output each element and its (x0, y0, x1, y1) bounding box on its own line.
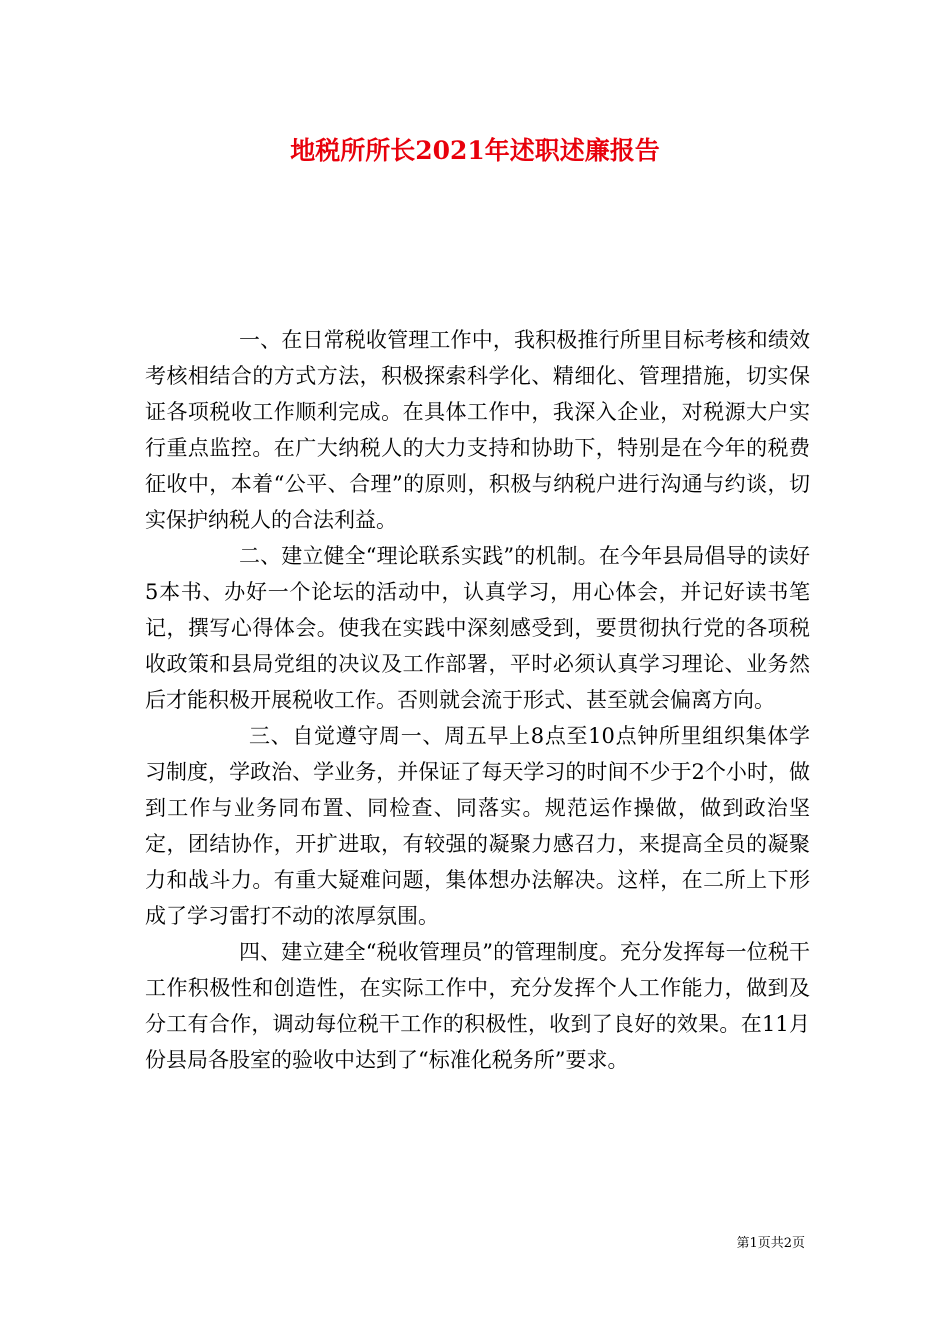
document-body (145, 322, 810, 1078)
paragraph-2: 二、建立健全“理论联系实践”的机制。在今年县局倡导的读好5本书、办好一个论坛的活动中，认真学习，用心体会，并记好读书笔记，撰写心得体会。使我在实践中深刻感受到，要贯彻执行党的各项税收政策和县局党组的决议及工作部署，平时必须认真学习理论、业务然后才能积极开展税收工作。否则就会流于形式、甚至就会偏离方向。 (145, 544, 810, 712)
paragraph-4: 四、建立建全“税收管理员”的管理制度。充分发挥每一位税干工作积极性和创造性，在实际工作中，充分发挥个人工作能力，做到及分工有合作，调动每位税干工作的积极性，收到了良好的效果。在11月份县局各股室的验收中达到了“标准化税务所”要求。 (145, 940, 810, 1072)
paragraph-1: 一、在日常税收管理工作中，我积极推行所里目标考核和绩效考核相结合的方式方法，积极探索科学化、精细化、管理措施，切实保证各项税收工作顺利完成。在具体工作中，我深入企业，对税源大户实行重点监控。在广大纳税人的大力支持和协助下，特别是在今年的税费征收中，本着“公平、合理”的原则，积极与纳税户进行沟通与约谈，切实保护纳税人的合法利益。 (145, 328, 810, 532)
page-number-footer: 第1页共2页 (736, 1236, 805, 1251)
paragraph-3: 三、自觉遵守周一、周五早上8点至10点钟所里组织集体学习制度，学政治、学业务，并保证了每天学习的时间不少于2个小时，做到工作与业务同布置、同检查、同落实。规范运作操做，做到政治坚定，团结协作，开扩进取，有较强的凝聚力感召力，来提高全员的凝聚力和战斗力。有重大疑难问题，集体想办法解决。这样，在二所上下形成了学习雷打不动的浓厚氛围。 (145, 724, 810, 928)
document-title: 地税所所长2021年述职述廉报告 (290, 136, 660, 165)
